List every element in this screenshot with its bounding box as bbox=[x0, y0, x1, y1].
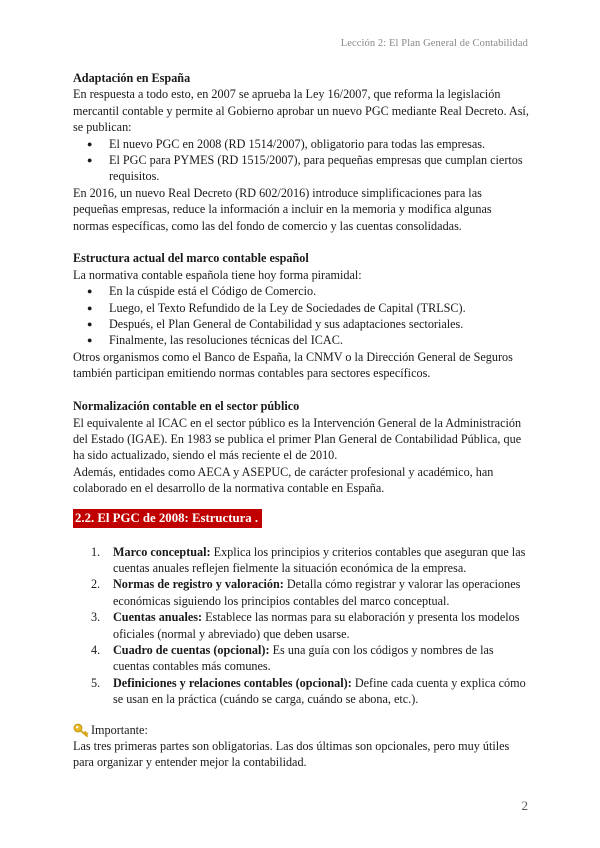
important-label: Importante: bbox=[91, 722, 148, 737]
list-term: Cuentas anuales: bbox=[113, 610, 203, 625]
list-item bbox=[91, 544, 529, 577]
list-text: Explica los principios y criterios contables que aseguran que las cuentas anuales reflejen fielmente la situación económica de la empresa. bbox=[113, 544, 526, 575]
list-item: ● En la cúspide está el Código de Comercio. bbox=[109, 283, 529, 299]
page-number: 2 bbox=[521, 798, 528, 813]
list-term: Cuadro de cuentas (opcional): bbox=[113, 642, 270, 657]
list-item: ● Finalmente, las resoluciones técnicas del ICAC. bbox=[109, 332, 529, 348]
list-text: Es una guía con los códigos y nombres de las cuentas contables más comunes. bbox=[113, 642, 494, 674]
important-text: Las tres primeras partes son obligatorias. Las dos últimas son opcionales, pero muy útiles para organizar y entender mejor la contabilidad. bbox=[73, 739, 510, 770]
important-note bbox=[73, 722, 529, 738]
list-item bbox=[91, 576, 529, 609]
list-item: ● Luego, el Texto Refundido de la Ley de Sociedades de Capital (TRLSC). bbox=[109, 300, 529, 316]
list-item bbox=[91, 609, 529, 642]
paragraph: En respuesta a todo esto, en 2007 se aprueba la Ley 16/2007, que reforma la legislación mercantil contable y permite al Gobierno aprobar un nuevo PGC mediante Real Decreto. Así, se publican: bbox=[73, 87, 529, 135]
list-term: Normas de registro y valoración: bbox=[113, 577, 284, 592]
section-title-estructura: Estructura actual del marco contable español bbox=[73, 251, 309, 266]
list-text: Establece las normas para su elaboración y presenta los modelos oficiales (normal y abreviado) que deben usarse. bbox=[113, 610, 520, 641]
list-item bbox=[91, 675, 529, 708]
list-item: ● El PGC para PYMES (RD 1515/2007), para pequeñas empresas que cumplan ciertos requisitos. bbox=[109, 152, 529, 185]
bullet-list bbox=[73, 136, 529, 185]
paragraph: Otros organismos como el Banco de España, la CNMV o la Dirección General de Seguros también participan emitiendo normas contables para sectores específicos. bbox=[73, 349, 513, 381]
key-icon bbox=[73, 723, 89, 737]
bullet-list bbox=[73, 283, 529, 349]
page-header: Lección 2: El Plan General de Contabilidad bbox=[340, 38, 528, 49]
list-number: 1. bbox=[91, 544, 101, 559]
section-title-adaptacion: Adaptación en España bbox=[73, 71, 191, 85]
list-number: 2. bbox=[91, 577, 101, 592]
page-content bbox=[73, 70, 529, 771]
numbered-list bbox=[73, 544, 529, 708]
list-number: 3. bbox=[91, 610, 101, 625]
list-text: Define cada cuenta y explica cómo se usan en la práctica (cuándo se carga, cuándo se abona, etc.). bbox=[113, 675, 526, 707]
paragraph: En 2016, un nuevo Real Decreto (RD 602/2016) introduce simplificaciones para las pequeñas empresas, reduce la información a incluir en la memoria y modifica algunas normas específicas, como las del fondo de comercio y las cuentas consolidadas. bbox=[73, 185, 492, 233]
list-term: Marco conceptual: bbox=[113, 544, 211, 559]
list-item: ● Después, el Plan General de Contabilidad y sus adaptaciones sectoriales. bbox=[109, 316, 529, 332]
paragraph: La normativa contable española tiene hoy forma piramidal: bbox=[73, 267, 362, 282]
paragraph: El equivalente al ICAC en el sector público es la Intervención General de la Administración del Estado (IGAE). En 1983 se publica el primer Plan General de Contabilidad Pública, que ha sido actualizado, siendo el más reciente el de 2010. bbox=[73, 415, 522, 463]
list-item: ● El nuevo PGC en 2008 (RD 1514/2007), obligatorio para todas las empresas. bbox=[109, 136, 529, 152]
list-number: 4. bbox=[91, 642, 101, 657]
list-text: Detalla cómo registrar y valorar las operaciones económicas siguiendo los principios contables del marco conceptual. bbox=[113, 577, 521, 608]
paragraph: Además, entidades como AECA y ASEPUC, de carácter profesional y académico, han colaborado en el desarrollo de la normativa contable en España. bbox=[73, 464, 494, 496]
section-heading-pgc-2008: 2.2. El PGC de 2008: Estructura . bbox=[73, 509, 262, 528]
list-item bbox=[91, 642, 529, 675]
list-number: 5. bbox=[91, 675, 101, 690]
section-title-sector-publico: Normalización contable en el sector público bbox=[73, 399, 300, 414]
list-term: Definiciones y relaciones contables (opcional): bbox=[113, 675, 352, 690]
